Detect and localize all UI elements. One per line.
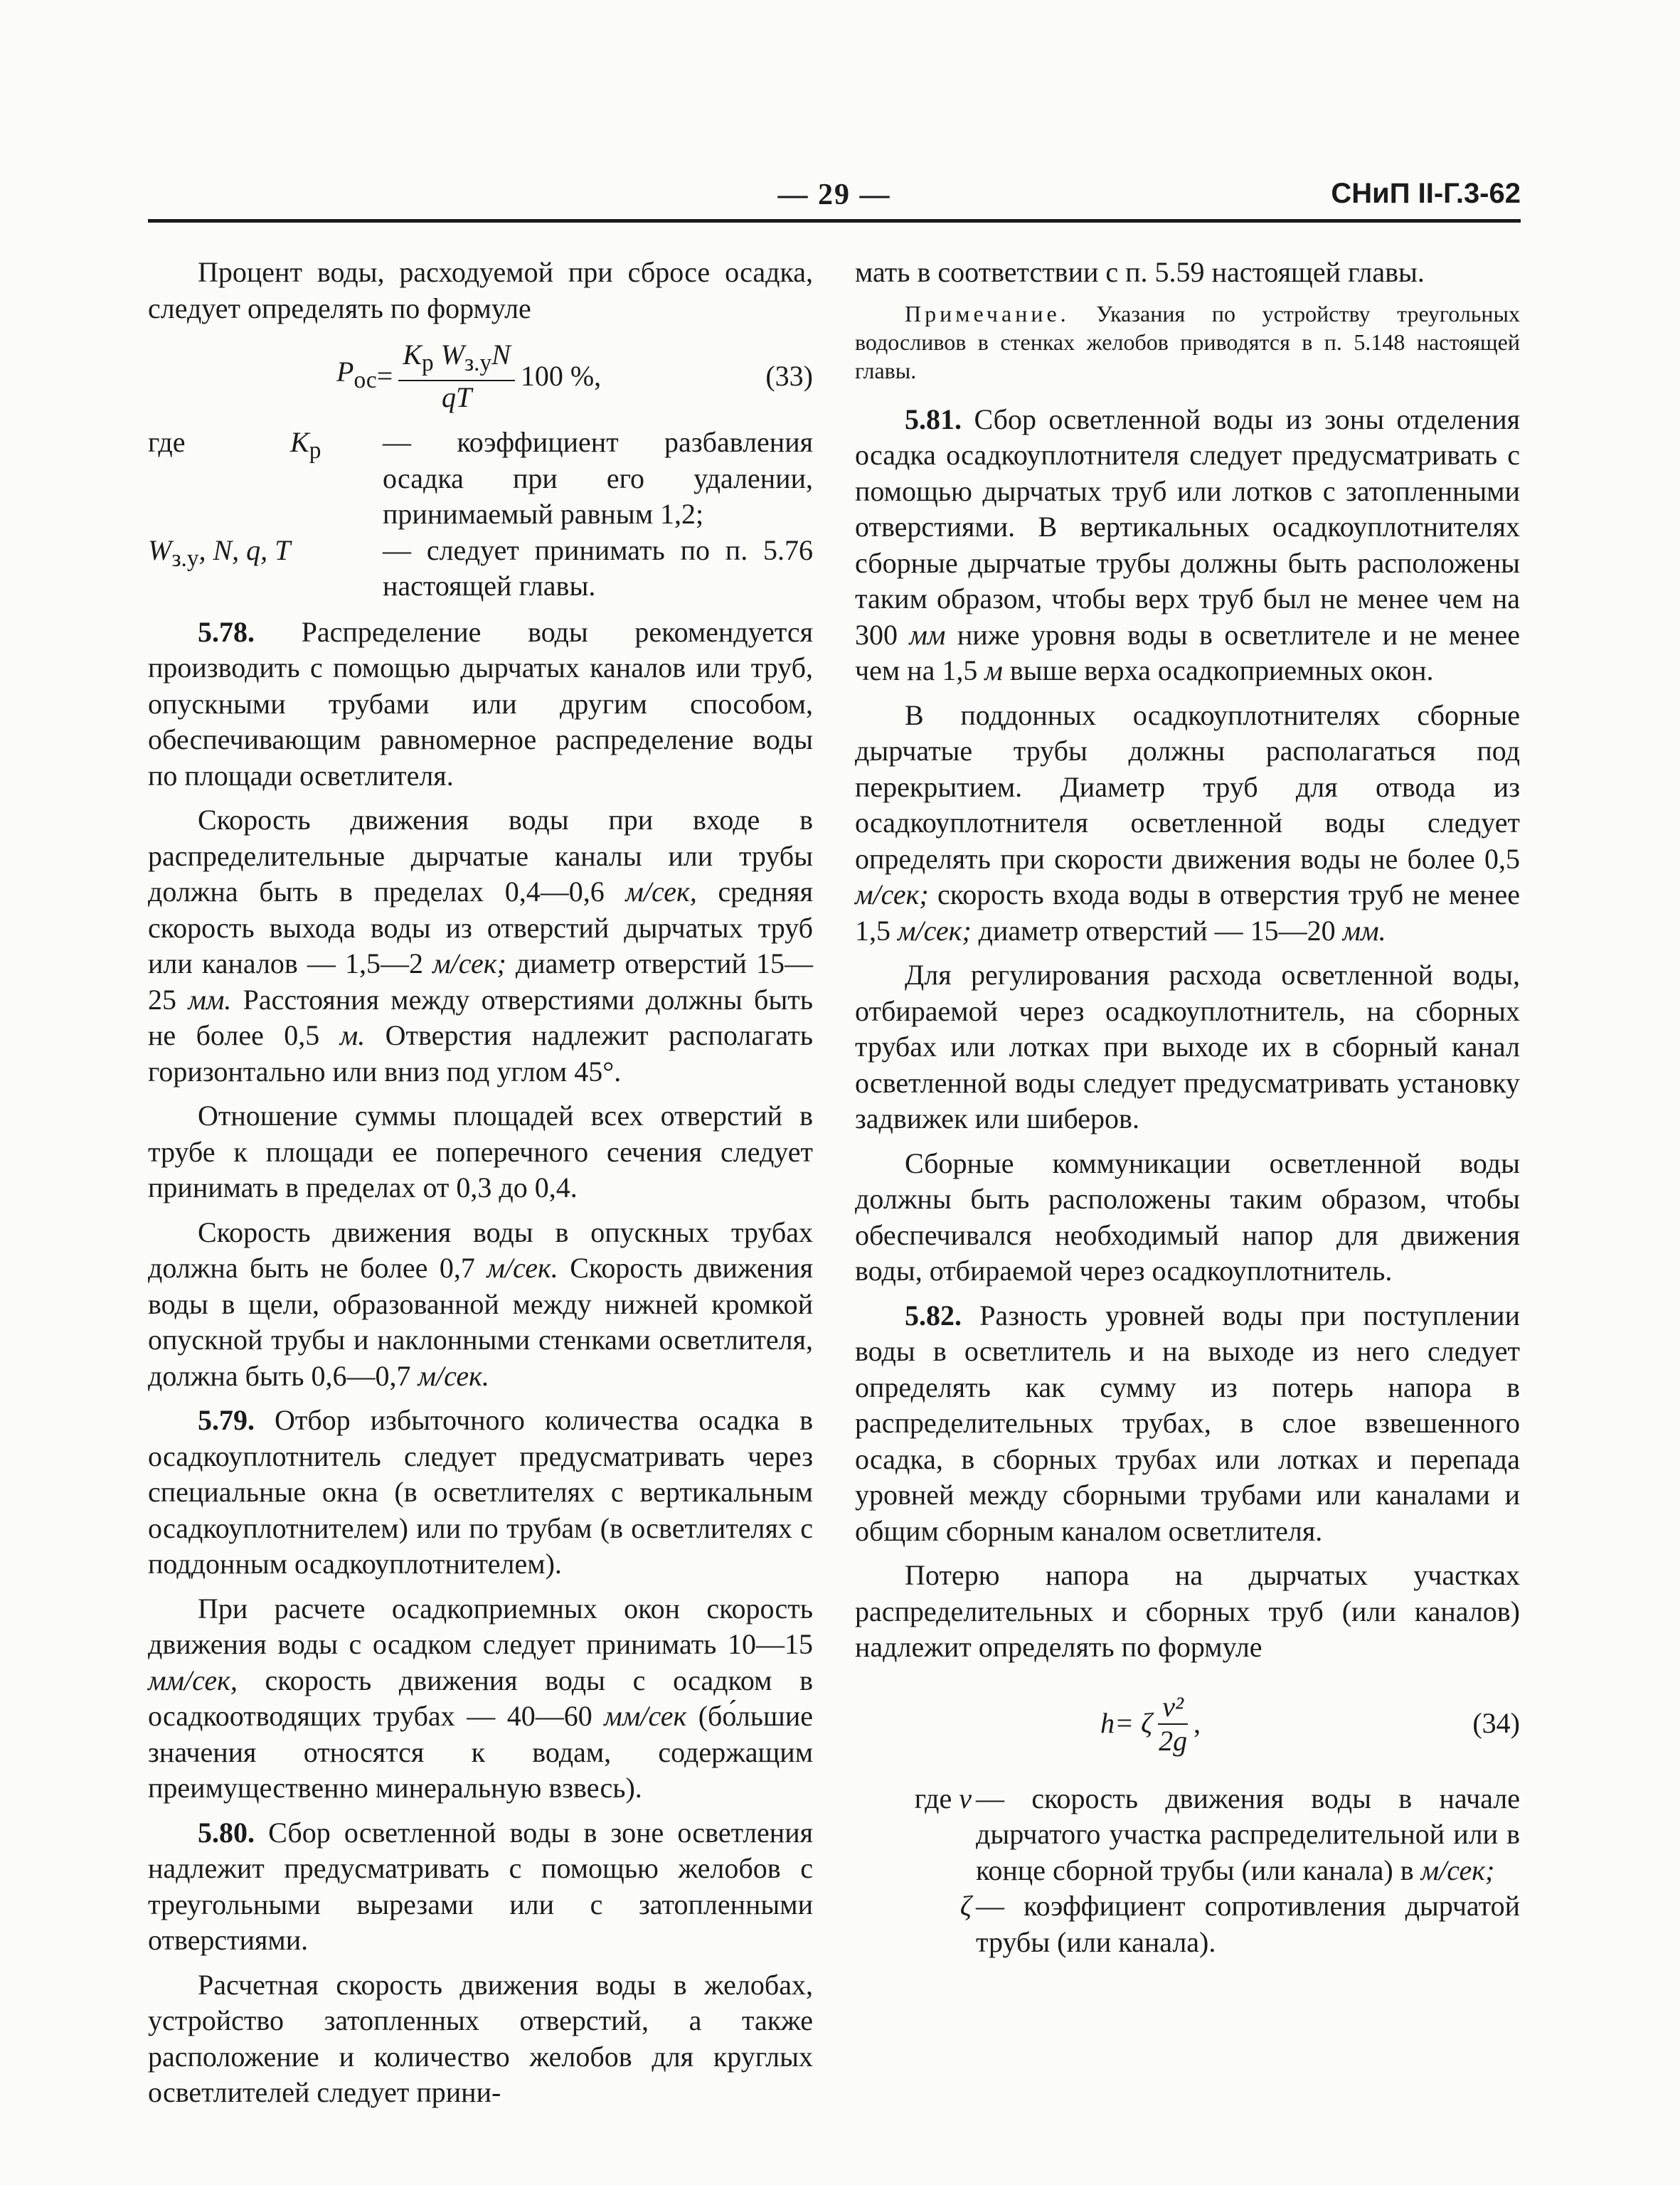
formula-34-tail: , [1193,1707,1201,1740]
note [855,299,1520,385]
intro-paragraph: Процент воды, расходуемой при сбросе осадка, следует определять по формуле [148,256,813,324]
paragraph-speed-distribution: Скорость движения воды при входе в распределительные дырчатые каналы или трубы должна быть в пределах 0,4—0,6 м/сек, средняя скорость выхода воды из отверстий дырчатых труб или каналов — 1,5—2 м/сек; диаметр отверстий 15—25 мм. Расстояния между отверстиями должны быть не более 0,5 м. Отверстия надлежит располагать горизонтально или вниз под углом 45°. [148,804,814,1088]
definition-term: v [959,1782,972,1814]
where-label: где [148,426,186,458]
note-label: Примечание. [905,300,1070,326]
formula-33-body [336,339,601,414]
paragraph-flow-regulation: Для регулирования расхода осветленной воды, отбираемой через осадкоуплотнитель, на сборных трубах или лотках при выходе их в сборный канал осветленной воды следует предусматривать установку задвижек или шиберов. [855,959,1520,1134]
formula-34-eq: = ζ [1115,1707,1153,1740]
definition-term: $W_{з.у}$, N, q, T [148,533,291,572]
formula-34-fraction [1158,1691,1188,1758]
formula-34-denominator: 2g [1159,1724,1188,1757]
section-number: 5.80. [198,1816,255,1849]
formula-33-lhs: $P_{ос}$ [336,355,377,393]
section-5-82: 5.82. Разность уровней воды при поступлении воды в осветлитель и на выходе из него следует определять как сумму из потерь напора в распределительных трубах, в слое взвешенного осадка, в сборных трубах или лотках и перепада уровней между сборными трубами или каналами и общим сборным каналом осветлителя. [855,1299,1520,1547]
page-number: — 29 — [777,179,891,211]
formula-34-body [1100,1691,1201,1758]
section-number: 5.79. [198,1404,255,1436]
right-column [855,255,1520,1970]
definition-term: $K_р$ [290,426,321,464]
paragraph-area-ratio: Отношение суммы площадей всех отверстий в трубе к площади ее поперечного сечения следует принимать в пределах от 0,3 до 0,4. [148,1100,813,1203]
page-header [148,178,1521,213]
continued-paragraph: мать в соответствии с п. 5.59 настоящей главы. [855,256,1425,288]
formula-33-eq: = [376,359,393,392]
where-label: где [914,1782,952,1814]
note-text: Указания по устройству треугольных водосливов в стенках желобов приводятся в п. 5.148 настоящей главы. [855,300,1520,383]
definition-row: где v — скорость движения воды в начале дырчатого участка распределительной или в конце сборной трубы (или канала) в м/сек; [914,1782,1521,1886]
formula-34-lhs: h [1100,1707,1115,1740]
formula-33-number: (33) [765,359,813,392]
definition-text: следует принимать по п. 5.76 настоящей главы. [383,533,814,602]
formula-33-denominator: qT [441,381,472,413]
formula-33-fraction [398,339,515,414]
formula-34-number: (34) [1472,1707,1520,1740]
document-code: СНиП II-Г.3-62 [1331,178,1521,209]
formula-33-tail: 100 %, [520,359,602,392]
definition-text: скорость движения воды в начале дырчатого участка распределительной или в конце сборной трубы (или канала) в [976,1782,1521,1886]
paragraph-window-calc: При расчете осадкоприемных окон скорость движения воды с осадком следует принимать 10—15 мм/сек, скорость движения воды с осадком в осадкоотводящих трубах — 40—60 мм/сек (бо́льшие значения относятся к водам, содержащим преимущественно минеральную взвесь). [148,1592,814,1804]
paragraph-downpipe-speed: Скорость движения воды в опускных трубах должна быть не более 0,7 м/сек. Скорость движения воды в щели, образованной между нижней кромкой опускной трубы и наклонными стенками осветлителя, должна быть 0,6—0,7 м/сек. [148,1216,813,1392]
definition-row: где $K_р$ — коэффициент разбавления осадка при его удалении, принимаемый равным 1,2; [148,426,814,530]
paragraph-gutter-design: Расчетная скорость движения воды в желобах, устройство затопленных отверстий, а также расположение и количество желобов для круглых осветлителей следует прини- [148,1968,813,2108]
section-5-81: 5.81. Сбор осветленной воды из зоны отделения осадка осадкоуплотнителя следует предусматривать с помощью дырчатых труб или лотков с затопленными отверстиями. В вертикальных осадкоуплотнителях сборные дырчатые трубы должны быть расположены таким образом, чтобы верх труб был не менее чем на 300 мм ниже уровня воды в осветлителе и не менее чем на 1,5 м выше верха осадкоприемных окон. [855,403,1520,686]
section-5-79: 5.79. Отбор избыточного количества осадка в осадкоуплотнитель следует предусматривать через специальные окна (в осветлителях с вертикальным осадкоуплотнителем) или по трубам (в осветлителях с поддонным осадкоуплотнителем). [148,1404,814,1580]
formula-33 [148,335,813,418]
header-rule [148,219,1521,223]
section-5-78: 5.78. Распределение воды рекомендуется производить с помощью дырчатых каналов или труб, опускными трубами или другим способом, обеспечивающим равномерное распределение воды по площади осветлителя. [148,615,813,792]
definition-text: коэффициент сопротивления дырчатой трубы (или канала). [976,1890,1521,1958]
formula-34 [855,1674,1520,1774]
section-number: 5.81. [905,403,962,435]
left-column [148,255,813,2120]
definition-text: коэффициент разбавления осадка при его удалении, принимаемый равным 1,2; [383,426,814,530]
paragraph-bottom-thickener: В поддонных осадкоуплотнителях сборные дырчатые трубы должны располагаться под перекрытием. Диаметр труб для отвода из осадкоуплотнителя осветленной воды следует определять при скорости движения воды не более 0,5 м/сек; скорость входа воды в отверстия труб не менее 1,5 м/сек; диаметр отверстий — 15—20 мм. [855,698,1520,947]
paragraph-communications: Сборные коммуникации осветленной воды должны быть расположены таким образом, чтобы обеспечивался необходимый напор для движения воды, отбираемой через осадкоуплотнитель. [855,1147,1520,1287]
section-5-80: 5.80. Сбор осветленной воды в зоне осветления надлежит предусматривать с помощью желобов с треугольными вырезами или с затопленными отверстиями. [148,1816,813,1956]
definition-row: $W_{з.у}$, N, q, T — следует принимать по п. 5.76 настоящей главы. [148,533,814,602]
formula-33-definitions [148,425,813,605]
definition-row: ζ — коэффициент сопротивления дырчатой трубы (или канала). [959,1890,1521,1958]
formula-34-definitions [855,1781,1520,1961]
section-number: 5.82. [905,1299,962,1331]
formula-34-numerator: v² [1158,1691,1188,1725]
definition-term: ζ [959,1890,972,1922]
formula-33-numerator: $K_р$ $W_{з.у}N$ [398,339,515,381]
paragraph-head-loss: Потерю напора на дырчатых участках распределительных и сборных труб (или каналов) надлежит определять по формуле [855,1559,1520,1663]
section-number: 5.78. [198,615,255,648]
